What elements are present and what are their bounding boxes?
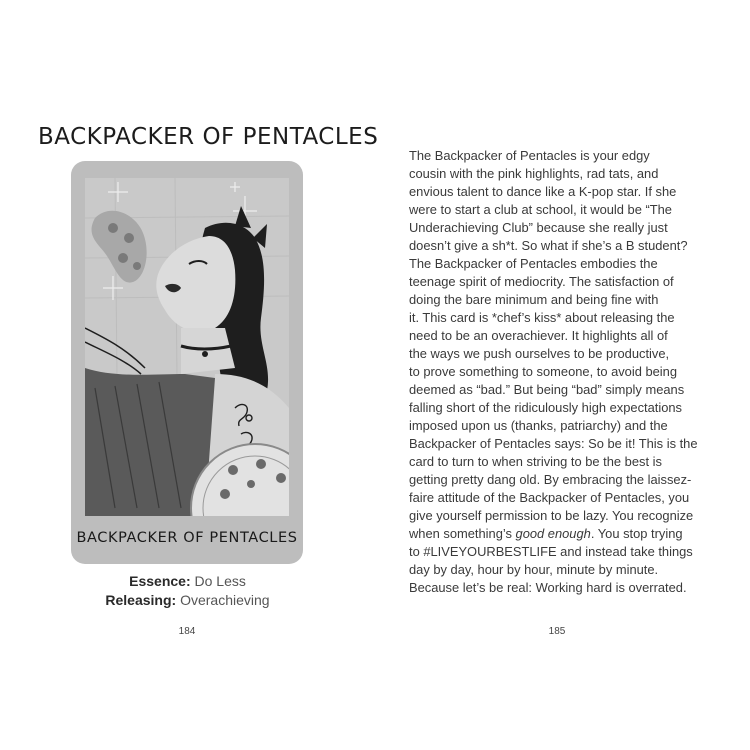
- card-illustration: [85, 178, 289, 516]
- text-segment: . You stop trying: [590, 526, 683, 541]
- essence-line: [0, 573, 375, 589]
- text-line: [409, 525, 729, 543]
- text-line: envious talent to dance like a K-pop star. If she: [409, 184, 677, 199]
- text-line: faire attitude of the Backpacker of Pentacles, you: [409, 490, 690, 505]
- body-paragraph: [409, 147, 729, 597]
- text-line: teenage spirit of mediocrity. The satisfaction of: [409, 274, 674, 289]
- text-line: to #LIVEYOURBESTLIFE and instead take things: [409, 544, 693, 559]
- text-line: day by day, hour by hour, minute by minute.: [409, 562, 659, 577]
- releasing-value: Overachieving: [180, 592, 270, 608]
- text-segment: when something’s: [409, 526, 516, 541]
- text-line: The Backpacker of Pentacles embodies the: [409, 256, 658, 271]
- chapter-title: BACKPACKER OF PENTACLES: [38, 124, 379, 150]
- card-caption: BACKPACKER OF PENTACLES: [76, 530, 298, 546]
- text-line: need to be an overachiever. It highlights all of: [409, 328, 668, 343]
- tarot-card: [71, 161, 303, 564]
- text-line: Because let’s be real: Working hard is overrated.: [409, 580, 687, 595]
- releasing-line: [0, 592, 375, 608]
- right-page: [375, 0, 750, 750]
- text-line: doing the bare minimum and being fine with: [409, 292, 659, 307]
- card-illustration-art: [85, 178, 289, 516]
- text-line: were to start a club at school, it would be “The: [409, 202, 672, 217]
- text-line: to prove something to someone, to avoid being: [409, 364, 678, 379]
- text-line: give yourself permission to be lazy. You recognize: [409, 508, 694, 523]
- page-number-left: 184: [178, 626, 196, 637]
- text-line: Underachieving Club” because she really just: [409, 220, 668, 235]
- text-line: falling short of the ridiculously high expectations: [409, 400, 683, 415]
- text-line: it. This card is *chef’s kiss* about releasing the: [409, 310, 675, 325]
- page-number-right: 185: [548, 626, 566, 637]
- text-line: doesn’t give a sh*t. So what if she’s a B student?: [409, 238, 688, 253]
- text-line: deemed as “bad.” But being “bad” simply means: [409, 382, 685, 397]
- text-line: Backpacker of Pentacles says: So be it! This is the: [409, 436, 698, 451]
- text-line: the ways we push ourselves to be productive,: [409, 346, 670, 361]
- text-line: The Backpacker of Pentacles is your edgy: [409, 148, 650, 163]
- text-line: cousin with the pink highlights, rad tats, and: [409, 166, 659, 181]
- essence-label: Essence:: [129, 573, 191, 589]
- text-line: getting pretty dang old. By embracing the laissez-: [409, 472, 692, 487]
- releasing-label: Releasing:: [105, 592, 177, 608]
- text-line: imposed upon us (thanks, patriarchy) and the: [409, 418, 668, 433]
- essence-value: Do Less: [194, 573, 246, 589]
- italic-phrase: good enough: [515, 526, 591, 541]
- text-line: card to turn to when striving to be the best is: [409, 454, 662, 469]
